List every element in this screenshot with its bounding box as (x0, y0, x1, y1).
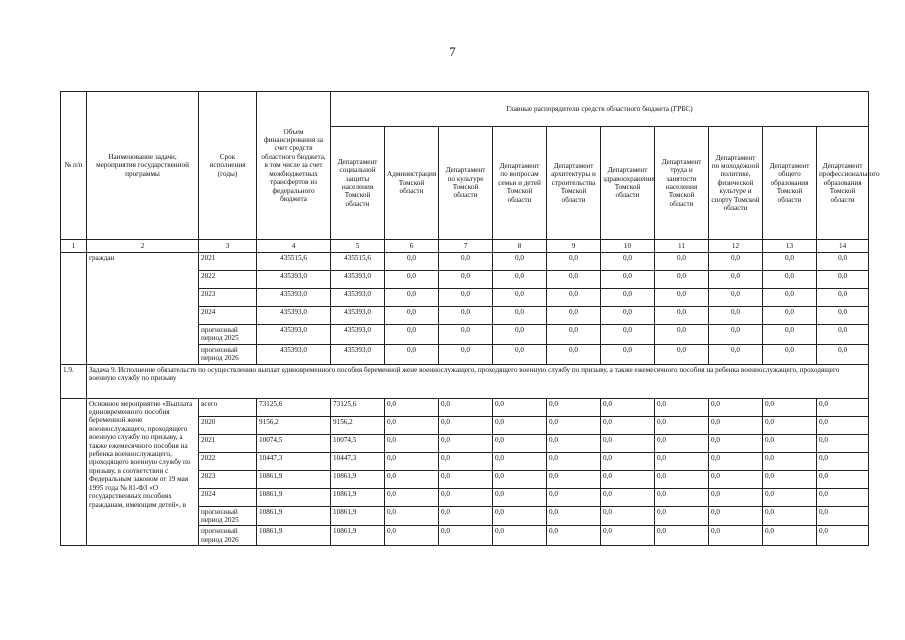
row-value: 0,0 (655, 344, 709, 364)
row-value: 0,0 (547, 506, 601, 526)
row-value: 0,0 (547, 289, 601, 307)
row-value: 0,0 (763, 344, 817, 364)
column-number: 8 (493, 240, 547, 253)
header-volume: Объем финансирования за счет средств областного бюджета, в том числе за счет межбюджетных трансфертов из федерального бюджета (257, 92, 331, 240)
column-number: 10 (601, 240, 655, 253)
row-value: 0,0 (709, 416, 763, 434)
task-number: 1.9. (61, 364, 87, 398)
header-period: Срок исполнения (годы) (199, 92, 257, 240)
row-value: 0,0 (601, 398, 655, 416)
row-value: 0,0 (817, 271, 869, 289)
row-period: всего (199, 398, 257, 416)
row-value: 0,0 (763, 434, 817, 452)
row-value: 0,0 (439, 416, 493, 434)
table-row (61, 253, 869, 271)
row-value: 435393,0 (331, 289, 385, 307)
column-number: 4 (257, 240, 331, 253)
row-value: 9156,2 (331, 416, 385, 434)
row-value: 0,0 (601, 325, 655, 345)
row-period: прогнозный период 2026 (199, 344, 257, 364)
column-number: 7 (439, 240, 493, 253)
row-value: 0,0 (439, 452, 493, 470)
row-value: 0,0 (655, 470, 709, 488)
row-total: 435393,0 (257, 289, 331, 307)
row-value: 0,0 (547, 344, 601, 364)
row-value: 0,0 (493, 470, 547, 488)
row-total: 10861,9 (257, 470, 331, 488)
column-number: 14 (817, 240, 869, 253)
row-value: 0,0 (763, 470, 817, 488)
row-value: 0,0 (817, 488, 869, 506)
row-value: 10861,9 (331, 526, 385, 546)
row-value: 0,0 (601, 344, 655, 364)
row-value: 0,0 (709, 526, 763, 546)
row-value: 0,0 (601, 452, 655, 470)
row-total: 435393,0 (257, 325, 331, 345)
row-value: 0,0 (817, 344, 869, 364)
header-grbs-9: Департамент общего образования Томской области (763, 127, 817, 240)
row-value: 0,0 (709, 253, 763, 271)
row-value: 0,0 (385, 470, 439, 488)
row-period: 2020 (199, 416, 257, 434)
row-total: 9156,2 (257, 416, 331, 434)
row-value: 0,0 (709, 289, 763, 307)
header-grbs-2: Администрация Томской области (385, 127, 439, 240)
row-value: 0,0 (493, 398, 547, 416)
row-value: 0,0 (385, 344, 439, 364)
row-value: 0,0 (439, 344, 493, 364)
header-name: Наименование задачи, мероприятия государственной программы (87, 92, 199, 240)
row-value: 0,0 (655, 506, 709, 526)
row-value: 0,0 (385, 307, 439, 325)
row-value: 0,0 (763, 506, 817, 526)
row-value: 0,0 (547, 307, 601, 325)
row-value: 0,0 (655, 452, 709, 470)
column-number: 3 (199, 240, 257, 253)
row-value: 0,0 (817, 325, 869, 345)
row-value: 0,0 (763, 325, 817, 345)
row-value: 435393,0 (331, 325, 385, 345)
row-number-cell (61, 253, 87, 365)
row-total: 10861,9 (257, 506, 331, 526)
header-grbs-5: Департамент архитектуры и строительства Томской области (547, 127, 601, 240)
row-value: 0,0 (655, 325, 709, 345)
row-value: 0,0 (493, 289, 547, 307)
row-value: 0,0 (547, 488, 601, 506)
row-value: 0,0 (817, 452, 869, 470)
row-value: 0,0 (439, 488, 493, 506)
row-value: 0,0 (763, 307, 817, 325)
row-total: 435393,0 (257, 271, 331, 289)
row-value: 0,0 (547, 416, 601, 434)
row-total: 73125,6 (257, 398, 331, 416)
row-period: 2023 (199, 289, 257, 307)
table-row (61, 398, 869, 416)
task-text: Задача 9. Исполнение обязательств по осуществлению выплат единовременного пособия беременной жене военнослужащего, проходящего военную службу по призыву, а также ежемесячного пособия на ребенка военнослужащего, проходящего военную службу по призыву (87, 364, 869, 398)
row-value: 10861,9 (331, 488, 385, 506)
row-value: 0,0 (385, 398, 439, 416)
row-value: 0,0 (601, 416, 655, 434)
row-value: 0,0 (709, 271, 763, 289)
row-value: 0,0 (709, 344, 763, 364)
row-value: 0,0 (601, 271, 655, 289)
header-grbs-10: Департамент профессионального образования Томской области (817, 127, 869, 240)
row-value: 0,0 (493, 325, 547, 345)
row-value: 0,0 (493, 506, 547, 526)
row-value: 0,0 (493, 344, 547, 364)
row-number-cell (61, 398, 87, 546)
row-total: 10447,3 (257, 452, 331, 470)
row-value: 435393,0 (331, 307, 385, 325)
row-value: 0,0 (763, 452, 817, 470)
row-value: 0,0 (439, 307, 493, 325)
row-value: 0,0 (493, 271, 547, 289)
row-value: 0,0 (439, 271, 493, 289)
row-value: 0,0 (601, 488, 655, 506)
row-value: 0,0 (493, 307, 547, 325)
row-total: 10074,5 (257, 434, 331, 452)
row-value: 0,0 (547, 470, 601, 488)
row-value: 0,0 (763, 398, 817, 416)
row-value: 73125,6 (331, 398, 385, 416)
row-value: 0,0 (547, 253, 601, 271)
row-value: 0,0 (817, 253, 869, 271)
row-value: 0,0 (655, 271, 709, 289)
row-value: 0,0 (385, 434, 439, 452)
row-value: 435393,0 (331, 271, 385, 289)
row-period: прогнозный период 2026 (199, 526, 257, 546)
row-value: 0,0 (763, 253, 817, 271)
row-value: 0,0 (385, 506, 439, 526)
row-value: 0,0 (763, 416, 817, 434)
row-total: 10861,9 (257, 526, 331, 546)
row-value: 0,0 (817, 526, 869, 546)
row-value: 0,0 (547, 526, 601, 546)
row-value: 0,0 (601, 434, 655, 452)
row-total: 10861,9 (257, 488, 331, 506)
row-value: 10074,5 (331, 434, 385, 452)
column-number: 12 (709, 240, 763, 253)
row-period: 2021 (199, 253, 257, 271)
row-value: 0,0 (817, 416, 869, 434)
row-value: 0,0 (709, 398, 763, 416)
row-value: 0,0 (709, 434, 763, 452)
row-value: 0,0 (439, 526, 493, 546)
row-value: 0,0 (385, 452, 439, 470)
row-value: 0,0 (601, 289, 655, 307)
page-number: 7 (449, 44, 456, 59)
row-value: 0,0 (709, 325, 763, 345)
row-value: 0,0 (763, 271, 817, 289)
financing-table (60, 91, 880, 546)
row-value: 0,0 (493, 416, 547, 434)
row-period: 2022 (199, 271, 257, 289)
header-grbs-7: Департамент труда и занятости населения Томской области (655, 127, 709, 240)
header-grbs-title: Главные распорядители средств областного бюджета (ГРБС) (331, 92, 869, 127)
header-grbs-8: Департамент по молодежной политике, физической культуре и спорту Томской области (709, 127, 763, 240)
row-value: 0,0 (493, 434, 547, 452)
row-value: 0,0 (601, 526, 655, 546)
row-name: Основное мероприятие «Выплата единовременного пособия беременной жене военнослужащего, проходящего военную службу по призыву, а также ежемесячного пособия на ребенка военнослужащего, проходящего военную службу по призыву, в соответствии с Федеральным законом от 19 мая 1995 года № 81-ФЗ «О государственных пособиях гражданам, имеющим детей», в (87, 398, 199, 546)
column-number: 9 (547, 240, 601, 253)
row-value: 0,0 (385, 325, 439, 345)
row-total: 435393,0 (257, 344, 331, 364)
row-value: 0,0 (547, 434, 601, 452)
header-grbs-6: Департамент здравоохранения Томской области (601, 127, 655, 240)
row-value: 0,0 (547, 271, 601, 289)
row-value: 0,0 (655, 307, 709, 325)
row-value: 0,0 (439, 470, 493, 488)
row-value: 0,0 (655, 289, 709, 307)
row-value: 0,0 (709, 452, 763, 470)
row-value: 0,0 (655, 526, 709, 546)
row-period: 2022 (199, 452, 257, 470)
row-value: 0,0 (763, 289, 817, 307)
row-value: 0,0 (547, 398, 601, 416)
row-value: 0,0 (385, 271, 439, 289)
row-value: 0,0 (655, 253, 709, 271)
column-number: 6 (385, 240, 439, 253)
row-value: 0,0 (709, 506, 763, 526)
column-number: 2 (87, 240, 199, 253)
row-value: 0,0 (493, 452, 547, 470)
row-value: 0,0 (439, 506, 493, 526)
row-value: 0,0 (817, 289, 869, 307)
row-value: 0,0 (763, 488, 817, 506)
row-period: прогнозный период 2025 (199, 506, 257, 526)
row-value: 0,0 (763, 526, 817, 546)
row-value: 0,0 (817, 506, 869, 526)
header-grbs-4: Департамент по вопросам семьи и детей Томской области (493, 127, 547, 240)
row-value: 0,0 (385, 526, 439, 546)
row-period: прогнозный период 2025 (199, 325, 257, 345)
row-value: 0,0 (439, 253, 493, 271)
row-value: 0,0 (547, 452, 601, 470)
row-period: 2023 (199, 470, 257, 488)
column-number: 11 (655, 240, 709, 253)
row-value: 435515,6 (331, 253, 385, 271)
row-value: 0,0 (655, 416, 709, 434)
row-value: 0,0 (601, 506, 655, 526)
row-value: 0,0 (493, 526, 547, 546)
row-value: 0,0 (709, 488, 763, 506)
row-value: 0,0 (439, 325, 493, 345)
row-period: 2024 (199, 307, 257, 325)
row-period: 2021 (199, 434, 257, 452)
row-value: 10447,3 (331, 452, 385, 470)
column-number: 5 (331, 240, 385, 253)
row-total: 435393,0 (257, 307, 331, 325)
row-value: 10861,9 (331, 506, 385, 526)
row-value: 0,0 (385, 488, 439, 506)
row-value: 0,0 (709, 470, 763, 488)
row-value: 0,0 (493, 488, 547, 506)
row-value: 0,0 (439, 289, 493, 307)
row-value: 435393,0 (331, 344, 385, 364)
row-value: 0,0 (655, 398, 709, 416)
row-value: 0,0 (547, 325, 601, 345)
column-number: 1 (61, 240, 87, 253)
row-value: 0,0 (817, 434, 869, 452)
row-value: 0,0 (655, 434, 709, 452)
row-value: 0,0 (655, 488, 709, 506)
row-value: 0,0 (817, 470, 869, 488)
row-total: 435515,6 (257, 253, 331, 271)
row-value: 0,0 (385, 289, 439, 307)
row-value: 0,0 (601, 470, 655, 488)
column-number: 13 (763, 240, 817, 253)
row-value: 0,0 (817, 398, 869, 416)
row-period: 2024 (199, 488, 257, 506)
header-grbs-3: Департамент по культуре Томской области (439, 127, 493, 240)
row-value: 0,0 (601, 307, 655, 325)
header-number: № п/п (61, 92, 87, 240)
row-value: 0,0 (601, 253, 655, 271)
row-value: 0,0 (817, 307, 869, 325)
row-name: граждан (87, 253, 199, 365)
row-value: 0,0 (439, 434, 493, 452)
row-value: 10861,9 (331, 470, 385, 488)
header-grbs-1: Департамент социальной защиты населения Томской области (331, 127, 385, 240)
task-row (61, 364, 869, 398)
row-value: 0,0 (439, 398, 493, 416)
row-value: 0,0 (493, 253, 547, 271)
row-value: 0,0 (709, 307, 763, 325)
row-value: 0,0 (385, 253, 439, 271)
row-value: 0,0 (385, 416, 439, 434)
